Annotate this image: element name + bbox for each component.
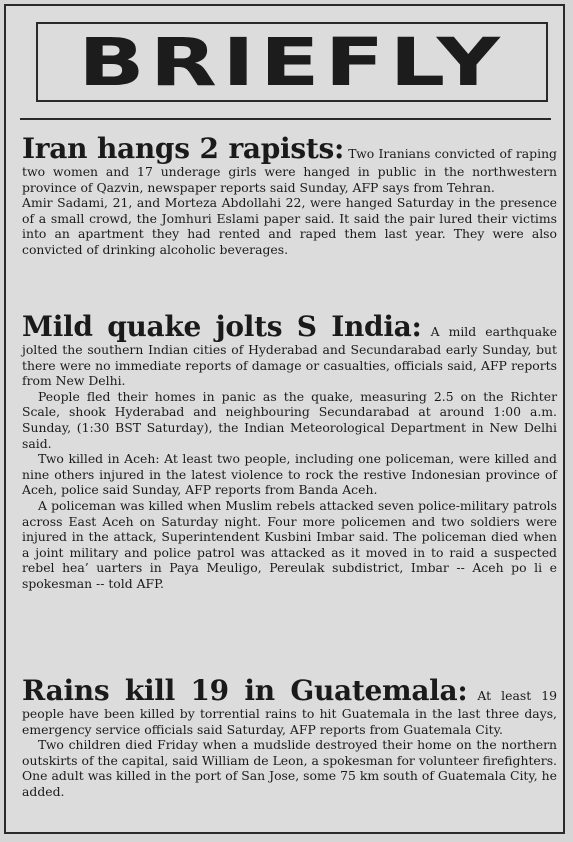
- story-headline: Mild quake jolts S India:: [22, 310, 422, 343]
- story-guatemala: [22, 676, 557, 800]
- story-paragraph: A policeman was killed when Muslim rebels attacked seven police-military patrols across East Aceh on Saturday night. Four more policemen and two soldiers were injured in the attack, Superintendent Kusbini Imbar said. The policeman died when a joint military and police patrol was attacked as it moved in to raid a suspected rebel hea’ uarters in Paya Meuligo, Pereulak subdistrict, Imbar -- Aceh po li e spokesman -- told AFP.: [22, 497, 557, 591]
- story-lead-paragraph: [22, 134, 557, 195]
- story-iran: [22, 134, 557, 258]
- story-lead: Two Iranians convicted of raping two women and 17 underage girls were hanged in public in the northwestern province of Qazvin, newspaper reports said Sunday, AFP says from Tehran.: [22, 146, 557, 195]
- story-lead-paragraph: [22, 676, 557, 737]
- story-paragraph: Two killed in Aceh: At least two people, including one policeman, were killed and nine others injured in the latest violence to rock the restive Indonesian province of Aceh, police said Sunday, AFP reports from Banda Aceh.: [22, 451, 557, 498]
- story-paragraph: People fled their homes in panic as the quake, measuring 2.5 on the Richter Scale, shook Hyderabad and neighbouring Secundarabad at around 1:00 a.m. Sunday, (1:30 BST Saturday), the Indian Meteorological Department in New Delhi said.: [22, 388, 557, 451]
- story-india: [22, 312, 557, 592]
- divider: [20, 118, 551, 120]
- masthead-title: BRIEFLY: [78, 23, 506, 101]
- article-frame: [4, 4, 565, 834]
- story-paragraph: Two children died Friday when a mudslide destroyed their home on the northern outskirts of the capital, said William de Leon, a spokesman for volunteer firefighters. One adult was killed in the port of San Jose, some 75 km south of Guatemala City, he added.: [22, 737, 557, 799]
- masthead-box: [36, 22, 548, 102]
- story-lead-paragraph: [22, 312, 557, 389]
- story-lead: At least 19 people have been killed by torrential rains to hit Guatemala in the last three days, emergency service officials said Saturday, AFP reports from Guatemala City.: [22, 688, 557, 737]
- story-headline: Rains kill 19 in Guatemala:: [22, 674, 468, 707]
- story-lead: A mild earthquake jolted the southern Indian cities of Hyderabad and Secundarabad early Sunday, but there were no immediate reports of damage or casualties, officials said, AFP reports from New Delhi.: [22, 324, 557, 389]
- story-headline: Iran hangs 2 rapists:: [22, 132, 344, 165]
- story-paragraph: Amir Sadami, 21, and Morteza Abdollahi 22, were hanged Saturday in the presence of a small crowd, the Jomhuri Eslami paper said. It said the pair lured their victims into an apartment they had rented and raped them last year. They were also convicted of drinking alcoholic beverages.: [22, 195, 557, 257]
